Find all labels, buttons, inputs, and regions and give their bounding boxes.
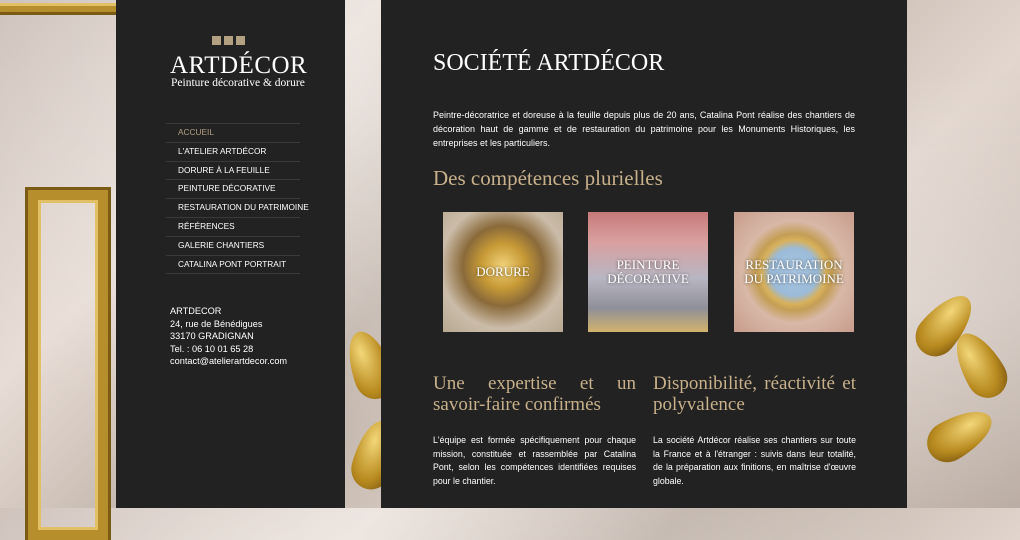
nav-item-portrait[interactable]: CATALINA PONT PORTRAIT (166, 255, 300, 275)
contact-phone: Tel. : 06 10 01 65 28 (170, 343, 254, 354)
logo-title[interactable]: ARTDÉCOR (170, 52, 308, 79)
nav-item-galerie[interactable]: GALERIE CHANTIERS (166, 236, 300, 255)
tile-label: DORURE (476, 264, 530, 279)
expertise-heading: Une expertise et un savoir-faire confirmés (433, 373, 636, 415)
page-title: SOCIÉTÉ ARTDÉCOR (433, 50, 665, 76)
nav-item-accueil[interactable]: ACCUEIL (166, 123, 300, 142)
tile-restauration-patrimoine[interactable] (734, 212, 854, 332)
contact-street: 24, rue de Bénédigues (170, 318, 263, 329)
sidebar (116, 0, 345, 508)
nav-item-references[interactable]: RÉFÉRENCES (166, 217, 300, 236)
nav-item-restauration[interactable]: RESTAURATION DU PATRIMOINE (166, 198, 300, 217)
contact-block (170, 305, 287, 368)
nav-item-peinture[interactable]: PEINTURE DÉCORATIVE (166, 179, 300, 198)
main-nav (166, 123, 309, 274)
intro-text: Peintre-décoratrice et doreuse à la feuille depuis plus de 20 ans, Catalina Pont réalise des chantiers de décoration haut de gamme et de restauration du patrimoine pour les Monuments Historiques, les entreprises et les particuliers. (433, 110, 855, 148)
tile-label: PEINTURE DÉCORATIVE (607, 257, 689, 286)
gilded-molding-left (28, 190, 108, 540)
tile-label: RESTAURATION DU PATRIMOINE (744, 257, 844, 286)
expertise-text: L'équipe est formée spécifiquement pour chaque mission, constituée et rassemblée par Catalina Pont, selon les compétences identifiées requises pour le chantier. (433, 435, 636, 487)
disponibilite-heading: Disponibilité, réactivité et polyvalence (653, 373, 856, 415)
tile-peinture-decorative[interactable] (588, 212, 708, 332)
contact-city: 33170 GRADIGNAN (170, 331, 254, 342)
main-content (381, 0, 907, 508)
logo-mark-icon (212, 36, 245, 45)
logo-subtitle: Peinture décorative & dorure (171, 77, 305, 89)
contact-email[interactable]: contact@atelierartdecor.com (170, 356, 288, 367)
nav-item-atelier[interactable]: L'ATELIER ARTDÉCOR (166, 142, 300, 161)
tile-dorure[interactable] (443, 212, 563, 332)
contact-name: ARTDECOR (170, 306, 222, 316)
gold-leaf-ornament (920, 400, 1001, 470)
competences-heading: Des compétences plurielles (433, 166, 663, 190)
nav-item-dorure[interactable]: DORURE À LA FEUILLE (166, 161, 300, 180)
disponibilite-text: La société Artdécor réalise ses chantiers sur toute la France et à l'étranger : suivis dans leur totalité, de la préparation aux finitions, en maîtrise d'œuvre globale. (653, 435, 856, 487)
